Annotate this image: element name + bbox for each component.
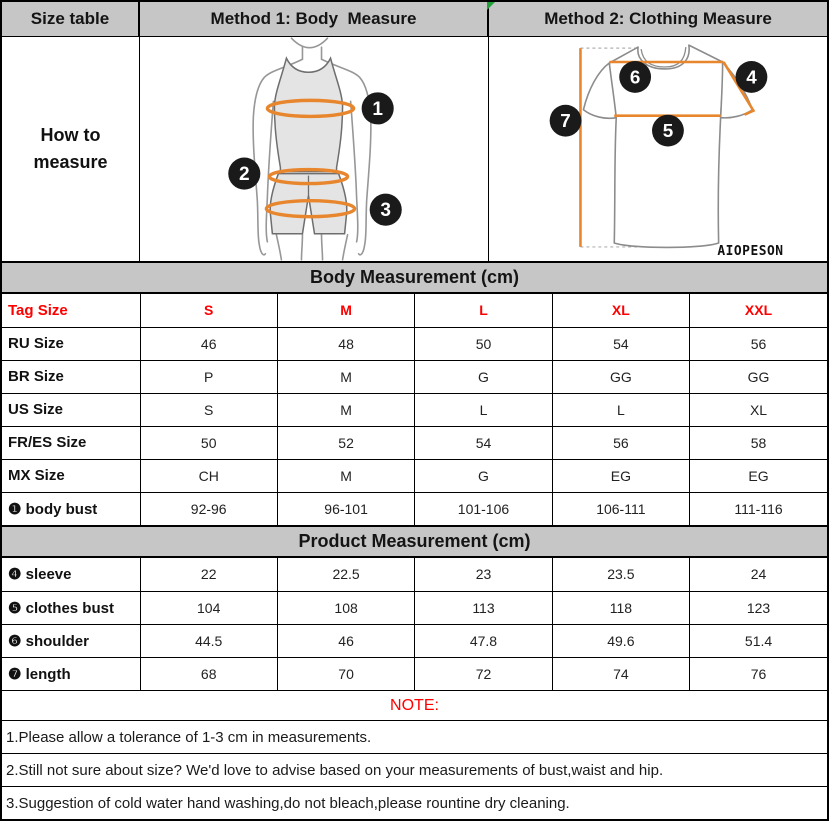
body-measurement-band: Body Measurement (cm): [2, 261, 827, 294]
value-cell: L: [552, 393, 689, 426]
table-row-us-size: [2, 393, 827, 426]
marker-1: 1: [372, 98, 383, 120]
marker-3: 3: [380, 200, 392, 222]
table-row-clothes-bust: [2, 591, 827, 624]
table-row-body-bust: [2, 492, 827, 525]
value-cell: 50: [140, 426, 277, 459]
note-line-2: 2.Still not sure about size? We'd love to advise based on your measurements of bust,waist and hip.: [2, 754, 827, 787]
value-cell: 92-96: [140, 492, 277, 525]
value-cell: 58: [690, 426, 827, 459]
value-cell: 56: [690, 327, 827, 360]
value-cell: G: [415, 459, 552, 492]
row-label: FR/ES Size: [2, 426, 140, 459]
value-cell: 47.8: [415, 624, 552, 657]
size-cell: XL: [552, 294, 689, 327]
row-label: ❻ shoulder: [2, 624, 140, 657]
value-cell: 70: [277, 657, 414, 690]
value-cell: L: [415, 393, 552, 426]
value-cell: 23: [415, 558, 552, 591]
marker-6: 6: [629, 67, 641, 89]
value-cell: 76: [690, 657, 827, 690]
value-cell: S: [140, 393, 277, 426]
row-label: ❼ length: [2, 657, 140, 690]
value-cell: 22: [140, 558, 277, 591]
value-cell: XL: [690, 393, 827, 426]
collar-inner-line: [641, 47, 686, 67]
marker-5: 5: [662, 121, 674, 143]
value-cell: M: [277, 360, 414, 393]
brand-text: AIOPESON: [717, 243, 784, 259]
how-to-measure-cell: [2, 37, 140, 261]
row-label: ❹ sleeve: [2, 558, 140, 591]
table-row-tag-size: [2, 294, 827, 327]
row-label: Tag Size: [2, 294, 140, 327]
value-cell: EG: [690, 459, 827, 492]
value-cell: G: [415, 360, 552, 393]
excel-corner-marker: [487, 2, 495, 10]
value-cell: 68: [140, 657, 277, 690]
value-cell: CH: [140, 459, 277, 492]
value-cell: P: [140, 360, 277, 393]
table-row-length: [2, 657, 827, 690]
value-cell: 22.5: [277, 558, 414, 591]
value-cell: 108: [277, 591, 414, 624]
row-label: US Size: [2, 393, 140, 426]
note-line-1: 1.Please allow a tolerance of 1-3 cm in measurements.: [2, 721, 827, 754]
table-row-sleeve: [2, 558, 827, 591]
row-label: ❺ clothes bust: [2, 591, 140, 624]
value-cell: 96-101: [277, 492, 414, 525]
note-title: NOTE:: [2, 690, 827, 721]
tshirt-figure-image: [489, 37, 827, 261]
size-cell: L: [415, 294, 552, 327]
table-row-fres-size: [2, 426, 827, 459]
value-cell: 51.4: [690, 624, 827, 657]
value-cell: 72: [415, 657, 552, 690]
value-cell: 48: [277, 327, 414, 360]
value-cell: M: [277, 393, 414, 426]
product-measurement-band: Product Measurement (cm): [2, 525, 827, 558]
illustration-row: [2, 37, 827, 261]
value-cell: 54: [552, 327, 689, 360]
value-cell: 118: [552, 591, 689, 624]
header-method2: Method 2: Clothing Measure: [489, 2, 827, 37]
value-cell: 49.6: [552, 624, 689, 657]
value-cell: 111-116: [690, 492, 827, 525]
value-cell: 74: [552, 657, 689, 690]
size-cell: S: [140, 294, 277, 327]
value-cell: 54: [415, 426, 552, 459]
value-cell: 113: [415, 591, 552, 624]
value-cell: 23.5: [552, 558, 689, 591]
row-label: BR Size: [2, 360, 140, 393]
body-measure-illustration: [140, 37, 489, 261]
table-row-ru-size: [2, 327, 827, 360]
row-label: ❶ body bust: [2, 492, 140, 525]
note-line-3: 3.Suggestion of cold water hand washing,do not bleach,please rountine dry cleaning.: [6, 795, 570, 812]
value-cell: GG: [690, 360, 827, 393]
value-cell: 46: [277, 624, 414, 657]
header-row: [2, 2, 827, 37]
size-cell: XXL: [690, 294, 827, 327]
product-measurement-table: [2, 558, 827, 690]
row-label: RU Size: [2, 327, 140, 360]
value-cell: M: [277, 459, 414, 492]
marker-2: 2: [239, 164, 250, 186]
how-to-measure-label: How to measure: [33, 125, 108, 172]
value-cell: EG: [552, 459, 689, 492]
value-cell: 101-106: [415, 492, 552, 525]
value-cell: 106-111: [552, 492, 689, 525]
body-measurement-table: [2, 294, 827, 525]
value-cell: 44.5: [140, 624, 277, 657]
table-row-shoulder: [2, 624, 827, 657]
value-cell: GG: [552, 360, 689, 393]
value-cell: 24: [690, 558, 827, 591]
table-row-mx-size: [2, 459, 827, 492]
value-cell: 52: [277, 426, 414, 459]
table-row-br-size: [2, 360, 827, 393]
value-cell: 123: [690, 591, 827, 624]
marker-4: 4: [746, 67, 757, 89]
marker-7: 7: [560, 111, 571, 133]
tank-top-and-shorts: [270, 58, 347, 234]
body-figure-image: [140, 37, 488, 261]
value-cell: 104: [140, 591, 277, 624]
row-label: MX Size: [2, 459, 140, 492]
value-cell: 46: [140, 327, 277, 360]
clothing-measure-illustration: [489, 37, 827, 261]
value-cell: 56: [552, 426, 689, 459]
header-size-table: Size table: [2, 2, 140, 37]
header-method1: Method 1: Body Measure: [140, 2, 489, 37]
value-cell: 50: [415, 327, 552, 360]
size-cell: M: [277, 294, 414, 327]
